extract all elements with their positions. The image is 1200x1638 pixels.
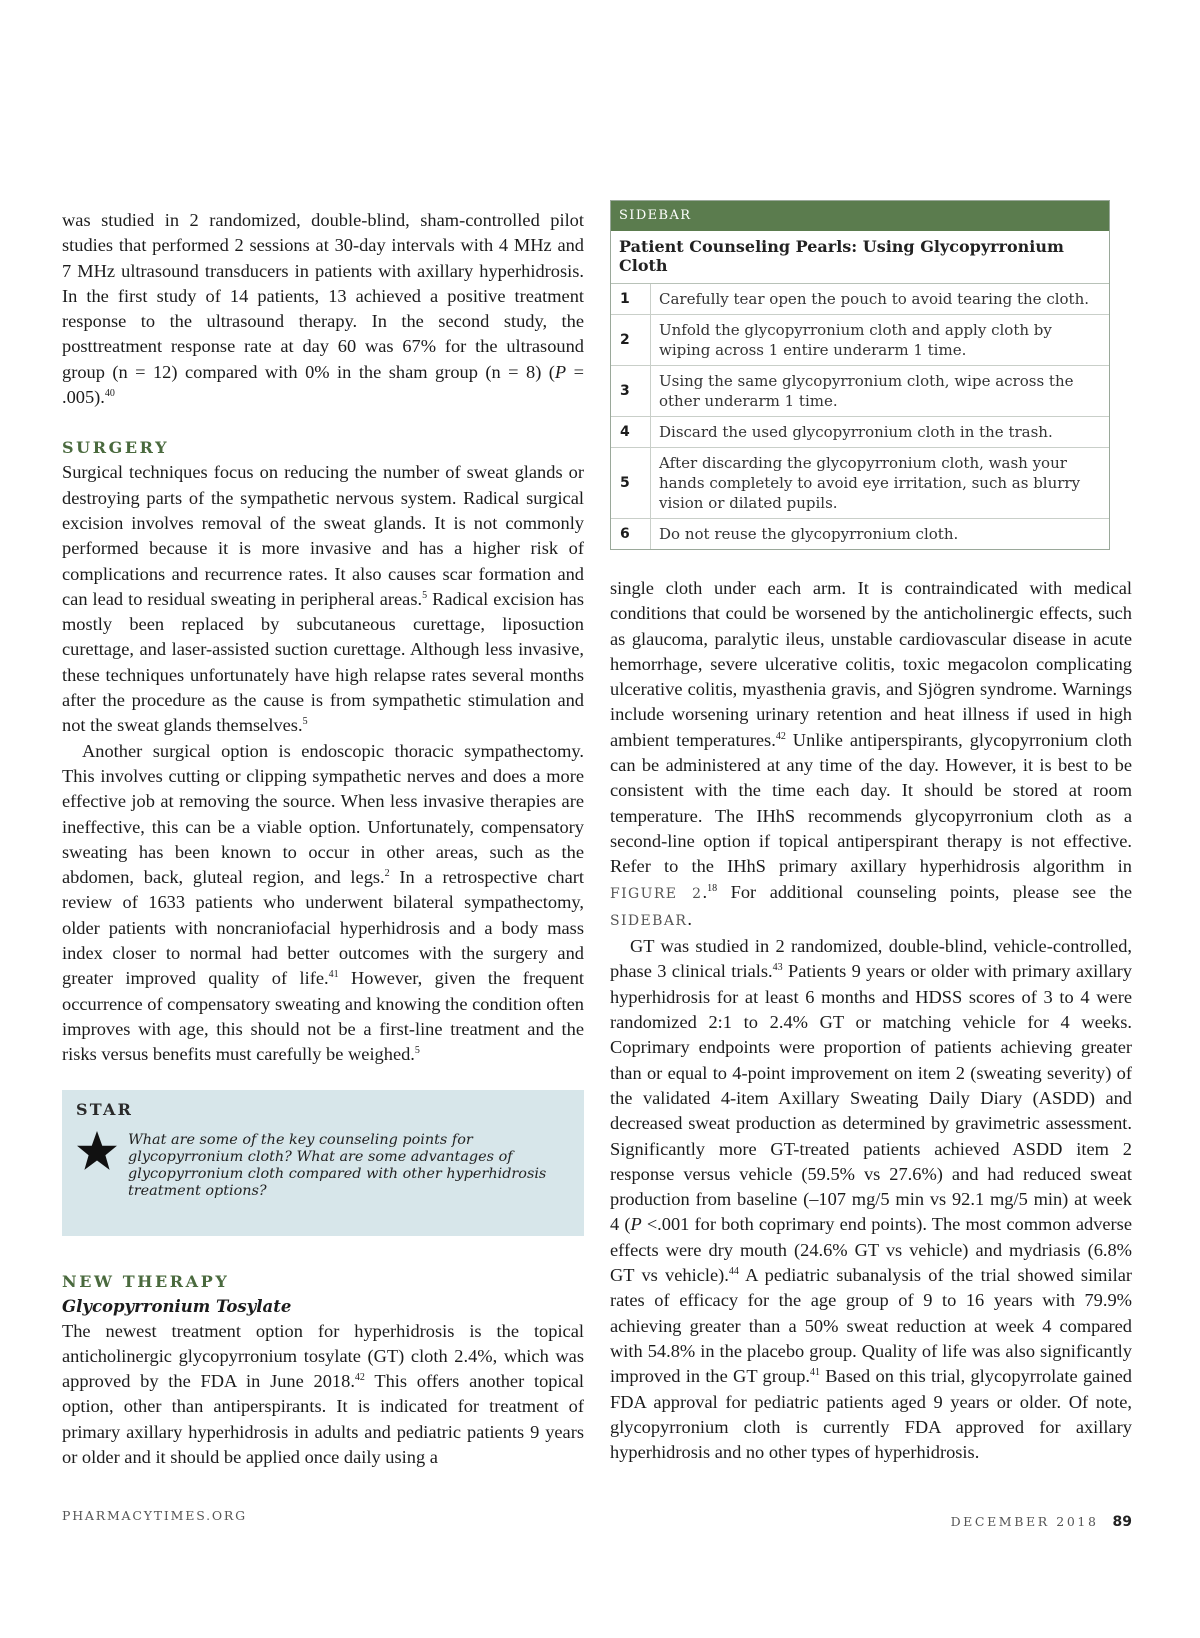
sidebar-row-number: 2 xyxy=(611,315,651,365)
sidebar-row xyxy=(611,284,1109,315)
clinical-trials-paragraph: GT was studied in 2 randomized, double-blind, vehicle-controlled, phase 3 clinical trials.$^{43}$ Patients 9 years or older with primary axillary hyperhidrosis for at least 6 months and HDSS scores of 3 to 4 were randomized 2:1 to 2.4% GT or matching vehicle for 4 weeks. Coprimary endpoints were proportion of patients achieving greater than or equal to 4-point improvement on item 2 (sweating severity) of the validated 4-item Axillary Sweating Daily Diary (ASDD) and decreased sweat production as determined by gravimetric assessment. Significantly more GT-treated patients achieved ASDD item 2 response versus vehicle (59.5% vs 27.6%) and had reduced sweat production from baseline (–107 mg/5 min vs 92.1 mg/5 min) at week 4 (P <.001 for both coprimary end points). The most common adverse effects were dry mouth (24.6% GT vs vehicle) and mydriasis (6.8% GT vs vehicle).$^{44}$ A pediatric subanalysis of the trial showed similar rates of efficacy for the age group of 9 to 16 years with 79.9% achieving greater than a 50% sweat reduction at week 4 compared with 54.8% in the placebo group. Quality of life was also significantly improved in the GT group.$^{41}$ Based on this trial, glycopyrrolate gained FDA approval for pediatric patients aged 9 years or older. Of note, glycopyrronium cloth is currently FDA approved for axillary hyperhidrosis and no other types of hyperhidrosis. xyxy=(610,936,1132,1463)
page-number: 89 xyxy=(1112,1514,1132,1530)
sidebar-row-number: 3 xyxy=(611,366,651,416)
surgery-paragraph: Surgical techniques focus on reducing the number of sweat glands or destroying parts of the sympathetic nervous system. Radical surgical excision involves removal of the sweat glands. It is not commonly performed because it is more invasive and has a higher risk of complications and recurrence rates. It also causes scar formation and can lead to residual sweating in peripheral areas.$^5$ Radical excision has mostly been replaced by subcutaneous curettage, liposuction curettage, and laser-assisted suction curettage. Although less invasive, these techniques unfortunately have high relapse rates several months after the procedure as the cause is from sympathetic stimulation and not the sweat glands themselves.$^5$ xyxy=(62,462,584,736)
sympathectomy-paragraph: Another surgical option is endoscopic thoracic sympathectomy. This involves cutting or clipping sympathetic nerves and does a more effective job at removing the source. When less invasive therapies are ineffective, this can be a viable option. Unfortunately, compensatory sweating has been known to occur in other areas, such as the abdomen, back, gluteal region, and legs.$^2$ In a retrospective chart review of 1633 patients who underwent bilateral sympathectomy, older patients with noncraniofacial hyperhidrosis and a body mass index closer to normal had better outcomes with the surgery and greater improved quality of life.$^{41}$ However, given the frequent occurrence of compensatory sweating and knowing the condition often improves with age, this should not be a first-line treatment and the risks versus benefits must carefully be weighed.$^5$ xyxy=(62,740,585,1065)
sidebar-row-number: 4 xyxy=(611,417,651,447)
left-column xyxy=(62,208,584,1470)
sidebar-row xyxy=(611,315,1109,366)
sidebar-rows xyxy=(611,284,1109,549)
sidebar-row xyxy=(611,448,1109,519)
footer-issue xyxy=(951,1514,1132,1530)
sidebar-row xyxy=(611,417,1109,448)
contraindications-paragraph: single cloth under each arm. It is contraindicated with medical conditions that could be worsened by the anticholinergic effects, such as glaucoma, paralytic ileus, unstable cardiovascular disease in acute hemorrhage, severe ulcerative colitis, toxic megacolon complicating ulcerative colitis, myasthenia gravis, and Sjögren syndrome. Warnings include worsening urinary retention and heat illness if used in high ambient temperatures.$^{42}$ Unlike antiperspirants, glycopyrronium cloth can be administered at any time of the day. However, it is best to be consistent with the time each day. It should be stored at room temperature. The IHhS recommends glycopyrronium cloth as a second-line option if topical antiperspirant therapy is not effective. Refer to the IHhS primary axillary hyperhidrosis algorithm in FIGURE 2.18 For additional counseling points, please see the SIDEBAR. xyxy=(610,578,1133,929)
star-question: What are some of the key counseling points for glycopyrronium cloth? What are some advantages of glycopyrronium cloth compared with other hyperhidrosis treatment options? xyxy=(128,1131,547,1199)
sidebar-row xyxy=(611,366,1109,417)
sidebar-label: SIDEBAR xyxy=(611,201,1109,231)
sidebar-row-number: 1 xyxy=(611,284,651,314)
glycopyrronium-subheading: Glycopyrronium Tosylate xyxy=(62,1296,292,1316)
sidebar-row-text: After discarding the glycopyrronium cloth, wash your hands completely to avoid eye irritation, such as blurry vision or dilated pupils. xyxy=(659,454,1081,512)
new-therapy-heading: NEW THERAPY xyxy=(62,1271,230,1291)
surgery-heading: SURGERY xyxy=(62,438,170,458)
star-box xyxy=(62,1090,584,1236)
sidebar-row-text: Discard the used glycopyrronium cloth in the trash. xyxy=(659,423,1053,441)
footer-site[interactable]: PHARMACYTIMES.ORG xyxy=(62,1508,247,1523)
sidebar-row-text: Carefully tear open the pouch to avoid tearing the cloth. xyxy=(659,290,1090,308)
figure-2-link[interactable]: FIGURE 2 xyxy=(610,885,703,902)
sidebar-row-number: 6 xyxy=(611,519,651,549)
sidebar-row-text: Do not reuse the glycopyrronium cloth. xyxy=(659,525,959,543)
ultrasound-paragraph: was studied in 2 randomized, double-blind, sham-controlled pilot studies that performed 2 sessions at 30-day intervals with 4 MHz and 7 MHz ultrasound transducers in patients with axillary hyperhidrosis. In the first study of 14 patients, 13 achieved a positive treatment response to the ultrasound therapy. In the second study, the posttreatment response rate at day 60 was 67% for the ultrasound group (n = 12) compared with 0% in the sham group (n = 8) (P = .005).$^{40}$ xyxy=(62,210,584,408)
footer-issue-date: DECEMBER 2018 xyxy=(950,1514,1099,1529)
sidebar-row-text: Unfold the glycopyrronium cloth and apply cloth by wiping across 1 entire underarm 1 time. xyxy=(659,321,1052,359)
star-icon xyxy=(76,1130,118,1172)
new-therapy-paragraph: The newest treatment option for hyperhidrosis is the topical anticholinergic glycopyrronium tosylate (GT) cloth 2.4%, which was approved by the FDA in June 2018.42 This offers another topical option, other than antiperspirants. It is indicated for treatment of primary axillary hyperhidrosis in adults and pediatric patients 9 years or older and it should be applied once daily using a xyxy=(62,1320,585,1467)
sidebar-row-number: 5 xyxy=(611,448,651,518)
sidebar-link[interactable]: SIDEBAR xyxy=(610,912,688,929)
sidebar-row xyxy=(611,519,1109,549)
sidebar-box xyxy=(610,200,1110,550)
sidebar-title: Patient Counseling Pearls: Using Glycopyrronium Cloth xyxy=(611,231,1109,284)
sidebar-row-text: Using the same glycopyrronium cloth, wipe across the other underarm 1 time. xyxy=(659,372,1074,410)
star-title: STAR xyxy=(76,1099,134,1119)
right-column xyxy=(610,208,1132,1465)
